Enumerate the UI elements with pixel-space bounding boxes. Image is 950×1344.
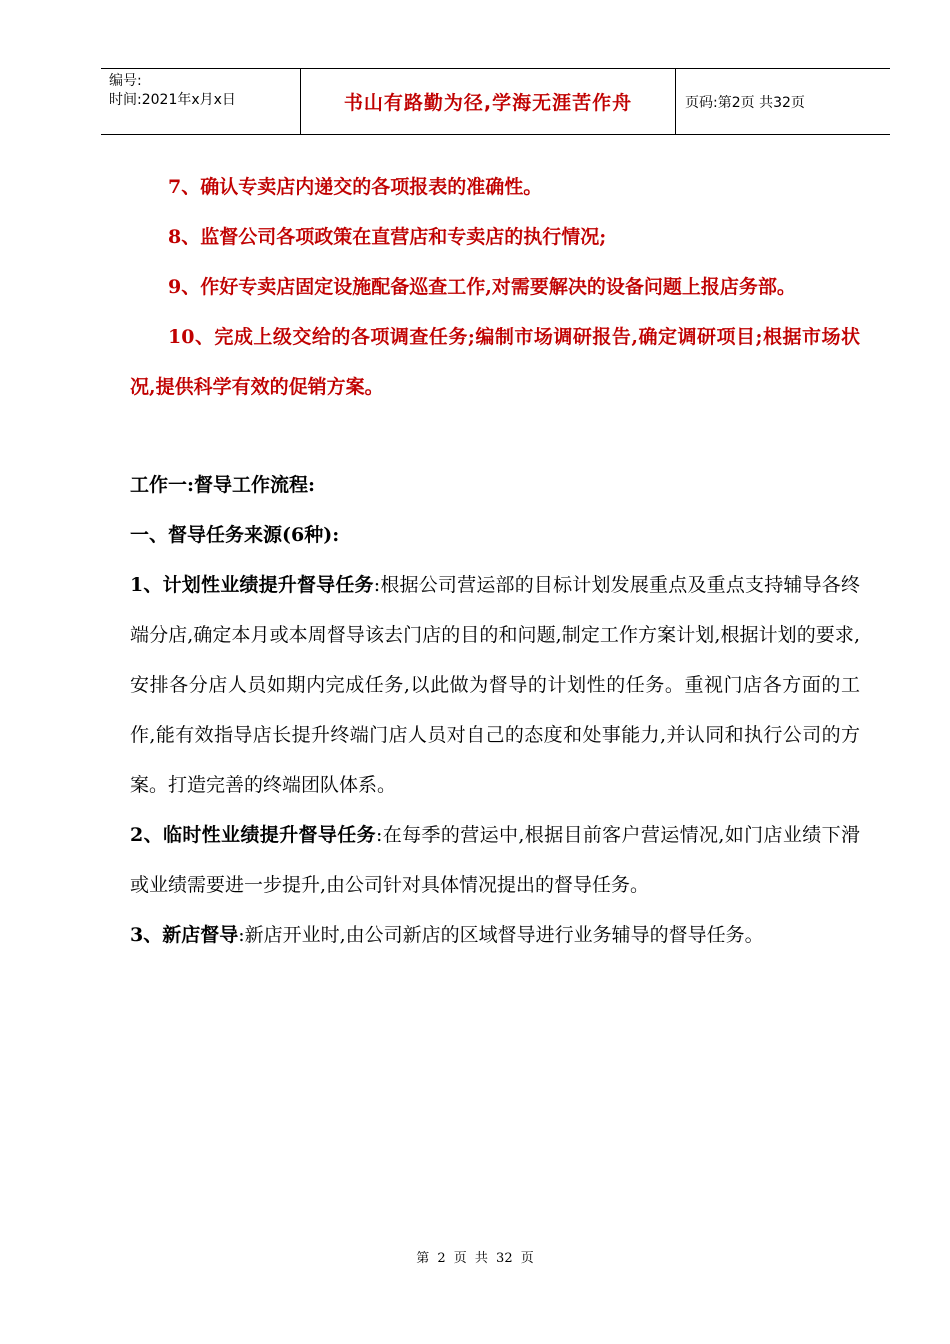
task-source-label: 3、新店督导 [130, 924, 239, 946]
page-footer: 第 2 页 共 32 页 [416, 1251, 534, 1266]
task-source-label: 1、计划性业绩提升督导任务 [130, 574, 374, 596]
header-motto: 书山有路勤为径,学海无涯苦作舟 [301, 69, 676, 134]
task-source-item [130, 810, 860, 910]
section-title: 工作一:督导工作流程: [130, 474, 316, 496]
duty-item: 8、监督公司各项政策在直营店和专卖店的执行情况; [168, 226, 607, 248]
task-source-item [130, 560, 860, 810]
document-body [130, 162, 860, 960]
number-label: 编号: [109, 73, 142, 89]
time-label: 时间:2021年x月x日 [109, 92, 236, 108]
task-source-label: 2、临时性业绩提升督导任务 [130, 824, 376, 846]
duty-item: 10、完成上级交给的各项调查任务;编制市场调研报告,确定调研项目;根据市场状况,提供科学有效的促销方案。 [130, 326, 860, 398]
task-source-text: :在每季的营运中,根据目前客户营运情况,如门店业绩下滑或业绩需要进一步提升,由公司针对具体情况提出的督导任务。 [130, 824, 860, 896]
header-page-info: 页码:第2页 共32页 [685, 94, 805, 111]
section-subtitle: 一、督导任务来源(6种): [130, 524, 340, 546]
task-source-item [130, 910, 860, 960]
duty-item: 9、作好专卖店固定设施配备巡查工作,对需要解决的设备问题上报店务部。 [168, 276, 796, 298]
task-source-text: :根据公司营运部的目标计划发展重点及重点支持辅导各终端分店,确定本月或本周督导该去门店的目的和问题,制定工作方案计划,根据计划的要求,安排各分店人员如期内完成任务,以此做为督导的计划性的任务。重视门店各方面的工作,能有效指导店长提升终端门店人员对自己的态度和处事能力,并认同和执行公司的方案。打造完善的终端团队体系。 [130, 574, 860, 796]
paragraph-spacer [130, 412, 860, 460]
document-header [101, 68, 890, 135]
task-source-text: :新店开业时,由公司新店的区域督导进行业务辅导的督导任务。 [238, 924, 764, 946]
header-meta-cell [101, 69, 301, 134]
duty-item: 7、确认专卖店内递交的各项报表的准确性。 [168, 176, 543, 198]
